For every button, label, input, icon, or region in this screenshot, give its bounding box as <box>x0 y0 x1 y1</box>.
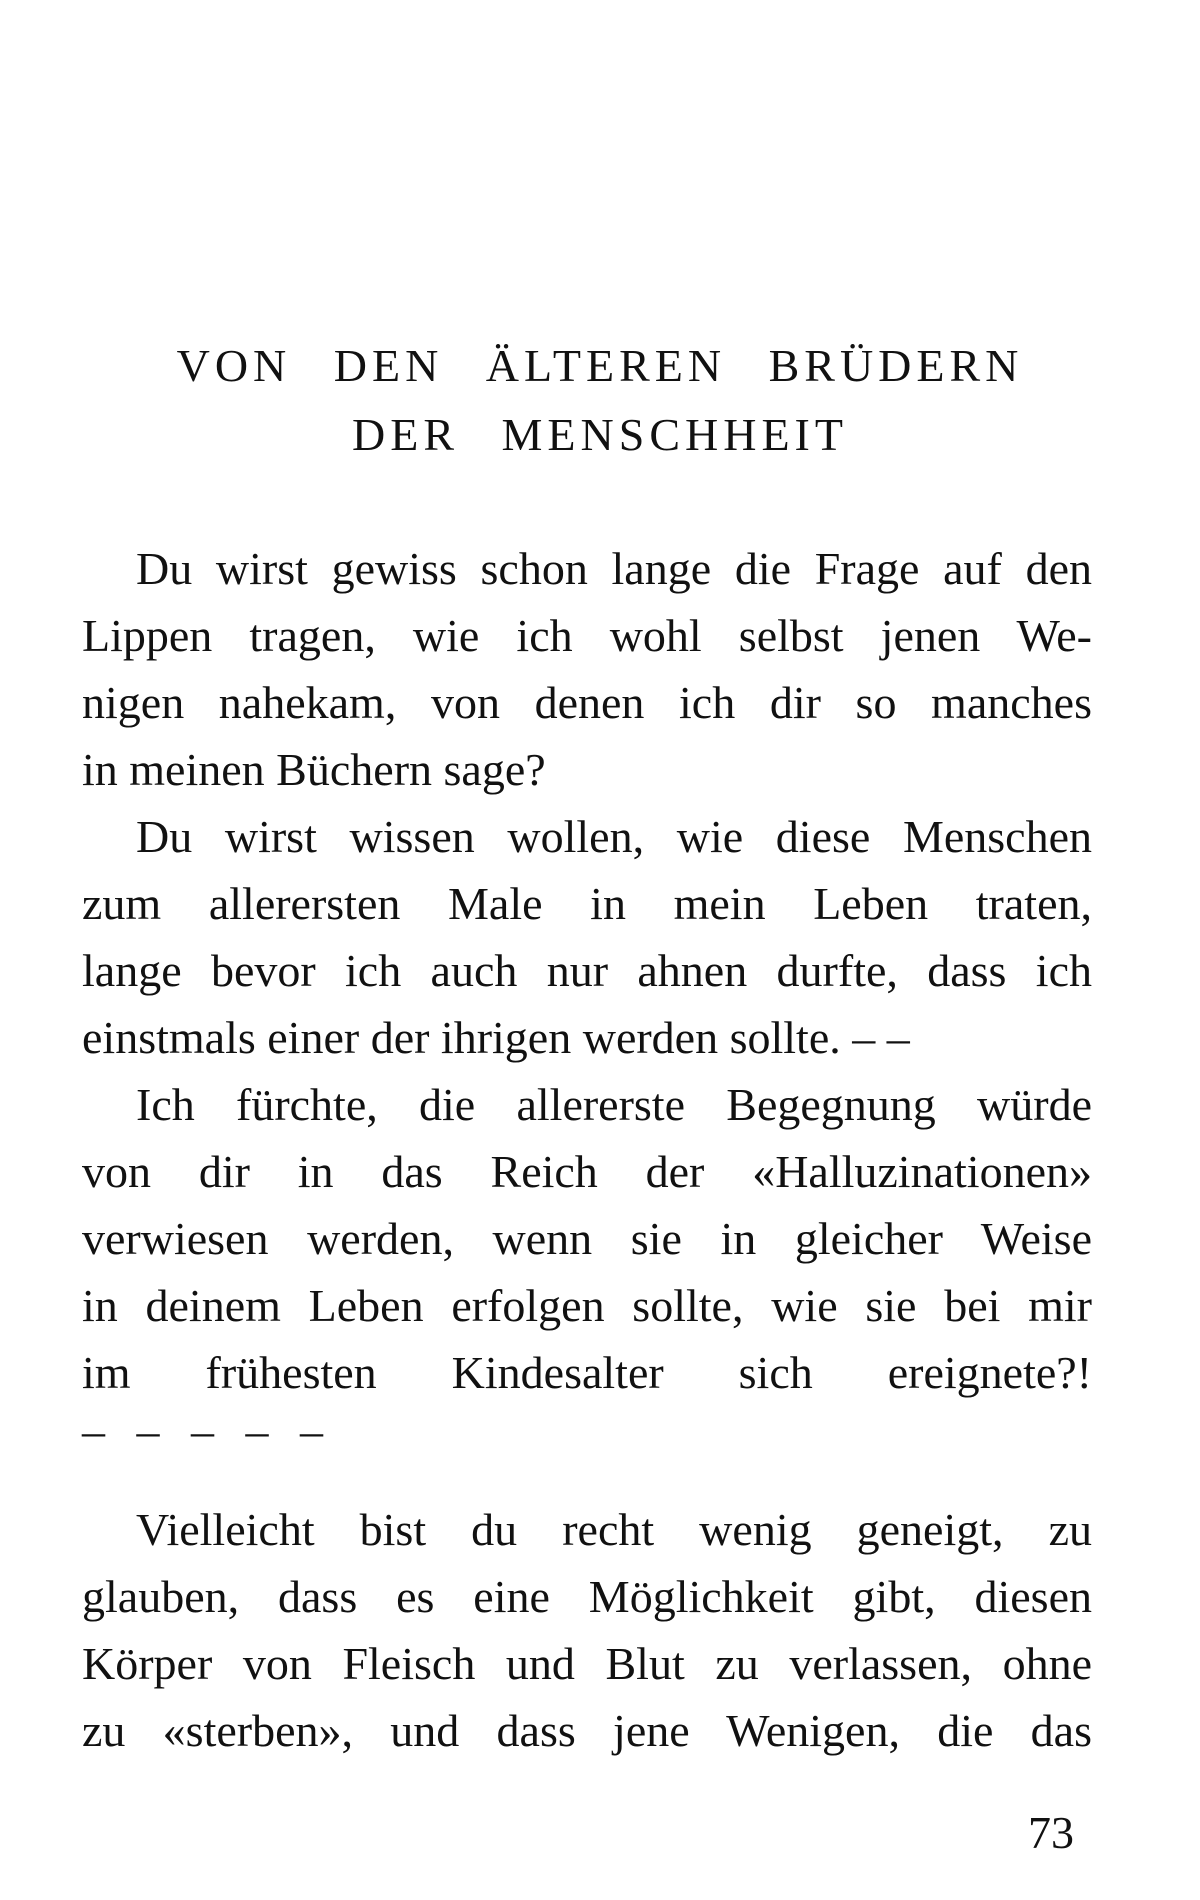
text-line: Körper von Fleisch und Blut zu verlassen, ohne <box>82 1638 1092 1689</box>
page-number: 73 <box>1028 1807 1074 1858</box>
text-line: in meinen Büchern sage? <box>82 744 546 795</box>
text-line: nigen nahekam, von denen ich dir so manches <box>82 677 1092 728</box>
text-line: glauben, dass es eine Möglichkeit gibt, diesen <box>82 1571 1092 1622</box>
chapter-title-line-2: DER MENSCHHEIT <box>352 409 848 460</box>
text-line: Ich fürchte, die allererste Begegnung würde <box>136 1079 1092 1130</box>
text-line: lange bevor ich auch nur ahnen durfte, dass ich <box>82 945 1092 996</box>
section-separator: – – – – – <box>82 1405 333 1456</box>
text-line: Du wirst wissen wollen, wie diese Menschen <box>136 811 1092 862</box>
text-line: Vielleicht bist du recht wenig geneigt, zu <box>136 1504 1092 1555</box>
text-line: in deinem Leben erfolgen sollte, wie sie bei mir <box>82 1280 1092 1331</box>
text-line: Lippen tragen, wie ich wohl selbst jenen We- <box>82 610 1092 661</box>
text-line: von dir in das Reich der «Halluzinationen» <box>82 1146 1092 1197</box>
text-line: zu «sterben», und dass jene Wenigen, die das <box>82 1705 1092 1756</box>
chapter-title-line-1: VON DEN ÄLTEREN BRÜDERN <box>176 340 1024 391</box>
text-line: zum allerersten Male in mein Leben traten, <box>82 878 1092 929</box>
text-line: Du wirst gewiss schon lange die Frage auf den <box>136 543 1092 594</box>
text-line: im frühesten Kindesalter sich ereignete?! <box>82 1347 1092 1398</box>
text-line: einstmals einer der ihrigen werden sollte. – – <box>82 1012 910 1063</box>
text-line: verwiesen werden, wenn sie in gleicher Weise <box>82 1213 1092 1264</box>
